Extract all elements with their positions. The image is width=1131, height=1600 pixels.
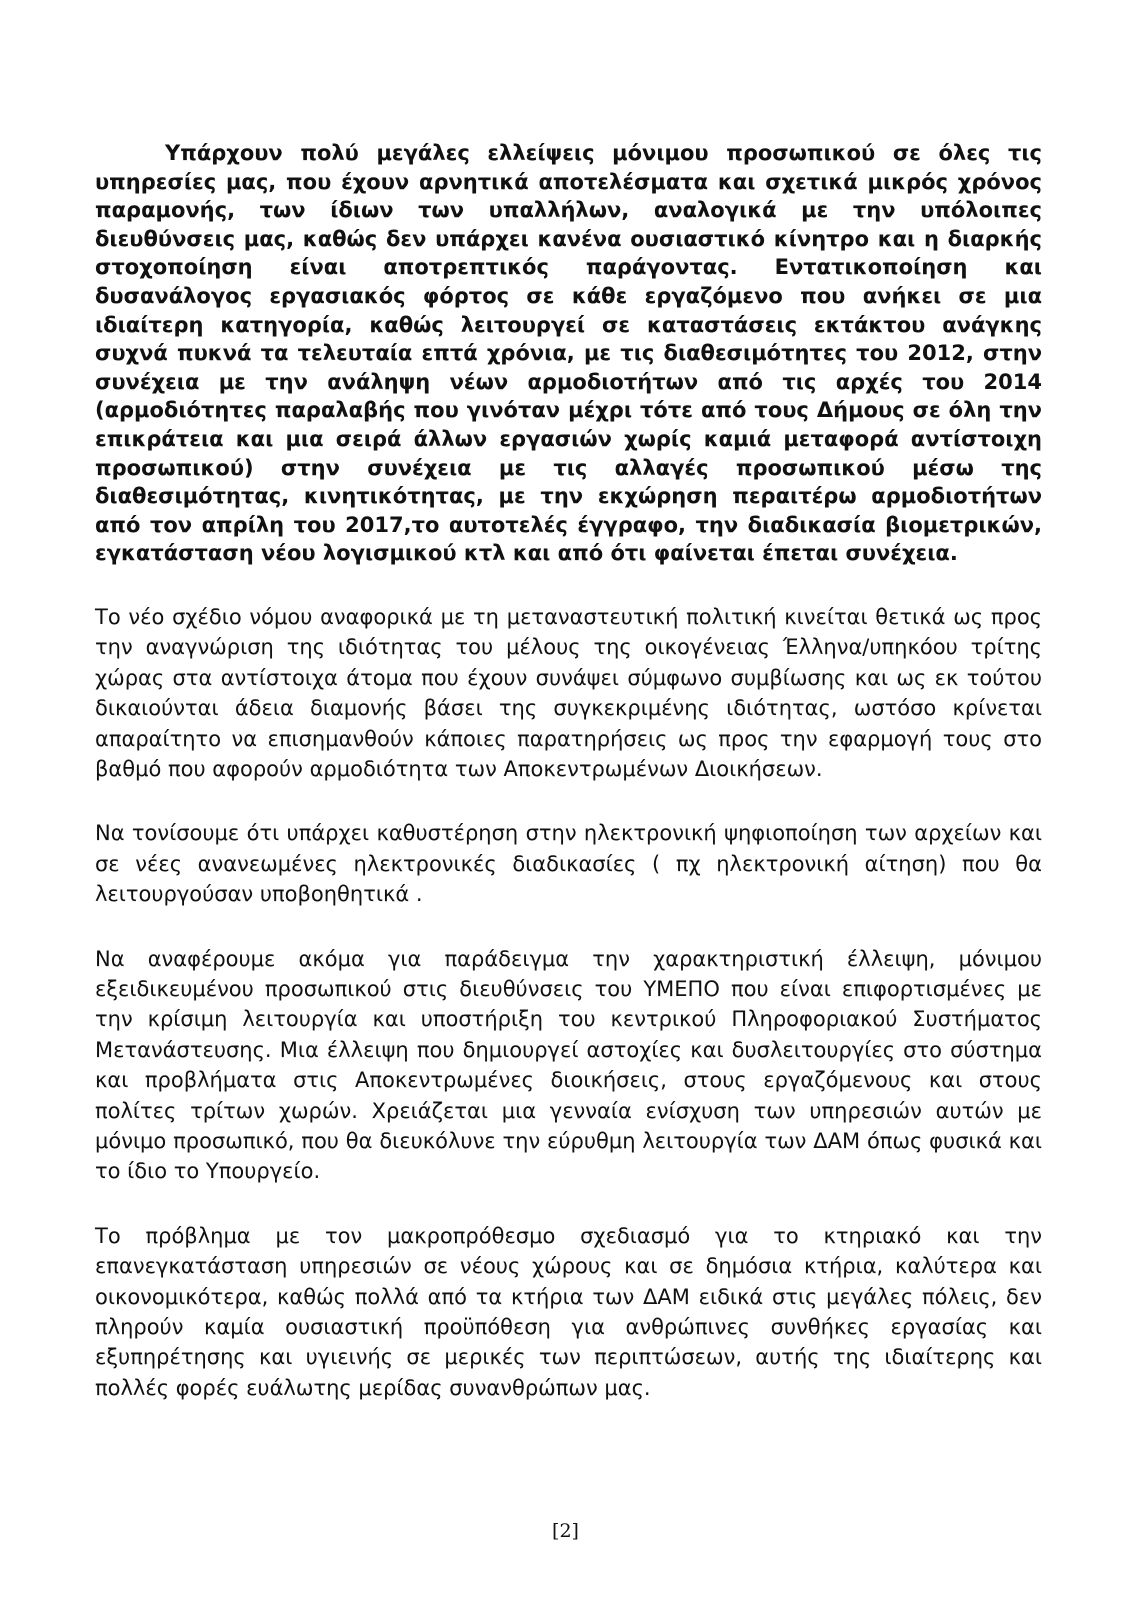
- paragraph-staff-shortages: Υπάρχουν πολύ μεγάλες ελλείψεις μόνιμου προσωπικού σε όλες τις υπηρεσίες μας, που έχουν αρνητικά αποτελέσματα και σχετικά μικρός χρόνος παραμονής, των ίδιων των υπαλλήλων, αναλογικά με την υπόλοιπες διευθύνσεις μας, καθώς δεν υπάρχει κανένα ουσιαστικό κίνητρο και η διαρκής στοχοποίηση είναι αποτρεπτικός παράγοντας. Εντατικοποίηση και δυσανάλογος εργασιακός φόρτος σε κάθε εργαζόμενο που ανήκει σε μια ιδιαίτερη κατηγορία, καθώς λειτουργεί σε καταστάσεις εκτάκτου ανάγκης συχνά πυκνά τα τελευταία επτά χρόνια, με τις διαθεσιμότητες του 2012, στην συνέχεια με την ανάληψη νέων αρμοδιοτήτων από τις αρχές του 2014 (αρμοδιότητες παραλαβής που γινόταν μέχρι τότε από τους Δήμους σε όλη την επικράτεια και μια σειρά άλλων εργασιών χωρίς καμιά μεταφορά αντίστοιχη προσωπικού) στην συνέχεια με τις αλλαγές προσωπικού μέσω της διαθεσιμότητας, κινητικότητας, με την εκχώρηση περαιτέρω αρμοδιοτήτων από τον απρίλη του 2017,το αυτοτελές έγγραφο, την διαδικασία βιομετρικών, εγκατάσταση νέου λογισμικού κτλ και από ότι φαίνεται έπεται συνέχεια.: [95, 141, 1042, 566]
- paragraph-ymepo-staff: Να αναφέρουμε ακόμα για παράδειγμα την χαρακτηριστική έλλειψη, μόνιμου εξειδικευμένου προσωπικού στις διευθύνσεις του ΥΜΕΠΟ που είναι επιφορτισμένες με την κρίσιμη λειτουργία και υποστήριξη του κεντρικού Πληροφοριακού Συστήματος Μετανάστευσης. Μια έλλειψη που δημιουργεί αστοχίες και δυσλειτουργίες στο σύστημα και προβλήματα στις Αποκεντρωμένες διοικήσεις, στους εργαζόμενους και στους πολίτες τρίτων χωρών. Χρειάζεται μια γενναία ενίσχυση των υπηρεσιών αυτών με μόνιμο προσωπικό, που θα διευκόλυνε την εύρυθμη λειτουργία των ΔΑΜ όπως φυσικά και το ίδιο το Υπουργείο.: [95, 946, 1042, 1184]
- paragraph-digitization-delay: Να τονίσουμε ότι υπάρχει καθυστέρηση στην ηλεκτρονική ψηφιοποίηση των αρχείων και σε νέες ανανεωμένες ηλεκτρονικές διαδικασίες ( πχ ηλεκτρονική αίτηση) που θα λειτουργούσαν υποβοηθητικά .: [95, 821, 1042, 907]
- paragraph-migration-bill: Το νέο σχέδιο νόμου αναφορικά με τη μεταναστευτική πολιτική κινείται θετικά ως προς την αναγνώριση της ιδιότητας του μέλους της οικογένειας Έλληνα/υπηκόου τρίτης χώρας στα αντίστοιχα άτομα που έχουν συνάψει σύμφωνο συμβίωσης και ως εκ τούτου δικαιούνται άδεια διαμονής βάσει της συγκεκριμένης ιδιότητας, ωστόσο κρίνεται απαραίτητο να επισημανθούν κάποιες παρατηρήσεις ως προς την εφαρμογή τους στο βαθμό που αφορούν αρμοδιότητα των Αποκεντρωμένων Διοικήσεων.: [95, 604, 1042, 781]
- document-body: [95, 139, 1042, 1437]
- page-number: [2]: [552, 1520, 579, 1542]
- paragraph-buildings-planning: Το πρόβλημα με τον μακροπρόθεσμο σχεδιασμό για το κτηριακό και την επανεγκατάσταση υπηρεσιών σε νέους χώρους και σε δημόσια κτήρια, καλύτερα και οικονομικότερα, καθώς πολλά από τα κτήρια των ΔΑΜ ειδικά στις μεγάλες πόλεις, δεν πληρούν καμία ουσιαστική προϋπόθεση για ανθρώπινες συνθήκες εργασίας και εξυπηρέτησης και υγιεινής σε μερικές των περιπτώσεων, αυτής της ιδιαίτερης και πολλές φορές ευάλωτης μερίδας συνανθρώπων μας.: [95, 1223, 1042, 1400]
